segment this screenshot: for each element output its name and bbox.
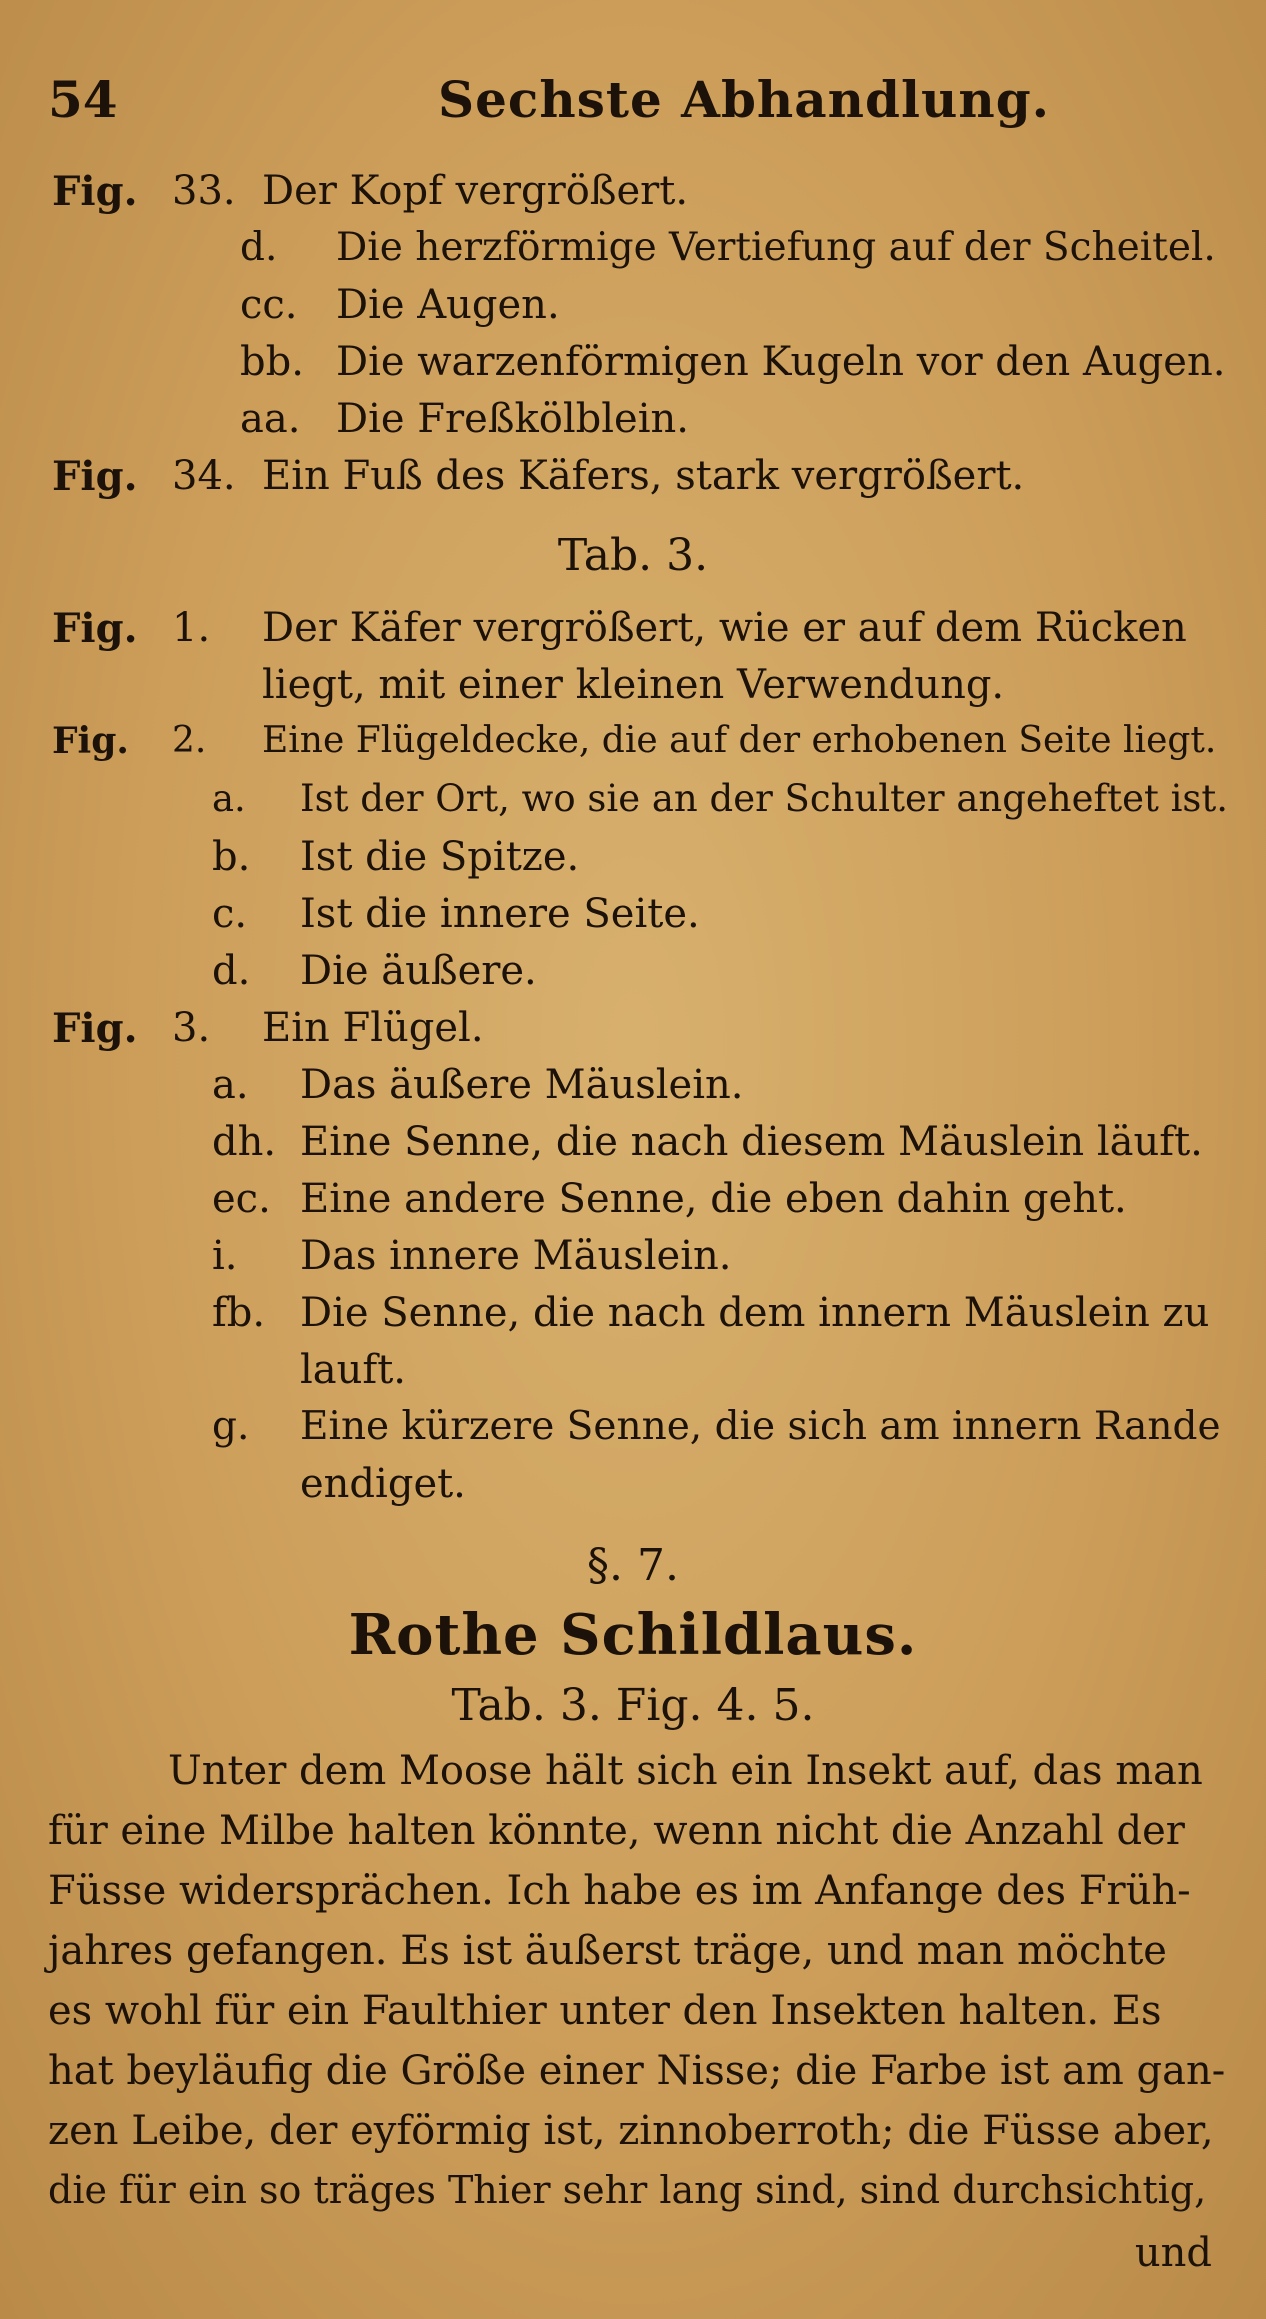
item-label: g. xyxy=(212,1404,250,1449)
fig3-item-fb-cont: lauft. xyxy=(300,1347,406,1393)
paragraph-line-5: es wohl für ein Faulthier unter den Insekten halten. Es xyxy=(48,1988,1162,2034)
item-text: Eine kürzere Senne, die sich am innern Rande xyxy=(300,1404,1221,1449)
item-text: Ist die Spitze. xyxy=(300,834,580,880)
section-title: Rothe Schildlaus. xyxy=(348,1602,918,1668)
item-label: dh. xyxy=(212,1119,277,1165)
item-text: Die warzenförmigen Kugeln vor den Augen. xyxy=(336,339,1226,385)
item-label: cc. xyxy=(240,282,298,328)
tab-heading: Tab. 3. xyxy=(557,530,709,581)
page-header xyxy=(48,70,1218,140)
fig-number: 34. xyxy=(172,453,236,499)
entry-fig-1-cont: liegt, mit einer kleinen Verwendung. xyxy=(262,662,1005,708)
item-label: b. xyxy=(212,834,251,880)
entry-text: Der Kopf vergrößert. xyxy=(262,168,689,214)
item-text: Die Freßkölblein. xyxy=(336,396,689,442)
paragraph-line-4: jahres gefangen. Es ist äußerst träge, und man möchte xyxy=(48,1928,1167,1974)
item-text: Ist der Ort, wo sie an der Schulter angeheftet ist. xyxy=(300,777,1229,820)
item-label: d. xyxy=(240,225,278,270)
item-text: Eine andere Senne, die eben dahin geht. xyxy=(300,1176,1127,1222)
fig-label: Fig. xyxy=(52,605,138,652)
item-label: bb. xyxy=(240,339,304,385)
fig-number: 33. xyxy=(172,168,236,214)
paragraph-line-7: zen Leibe, der eyförmig ist, zinnoberroth; die Füsse aber, xyxy=(48,2108,1214,2154)
page-number: 54 xyxy=(48,70,118,129)
item-label: ec. xyxy=(212,1176,271,1222)
paragraph-line-2: für eine Milbe halten könnte, wenn nicht die Anzahl der xyxy=(48,1808,1185,1854)
section-reference: Tab. 3. Fig. 4. 5. xyxy=(451,1680,815,1731)
fig-number: 3. xyxy=(172,1005,211,1051)
paragraph-line-1: Unter dem Moose hält sich ein Insekt auf, das man xyxy=(168,1748,1203,1794)
fig3-item-g-cont: endiget. xyxy=(300,1461,466,1507)
item-text: Das äußere Mäuslein. xyxy=(300,1062,744,1108)
paragraph-line-8: die für ein so träges Thier sehr lang sind, sind durchsichtig, xyxy=(48,2168,1207,2212)
item-text: Die Senne, die nach dem innern Mäuslein zu xyxy=(300,1290,1210,1336)
item-label: aa. xyxy=(240,396,301,442)
item-text: Die herzförmige Vertiefung auf der Scheitel. xyxy=(336,225,1216,270)
fig-label: Fig. xyxy=(52,720,129,762)
item-label: d. xyxy=(212,948,251,994)
fig-label: Fig. xyxy=(52,1005,138,1052)
item-label: i. xyxy=(212,1233,238,1279)
item-label: a. xyxy=(212,1062,249,1108)
paragraph-line-3: Füsse widersprächen. Ich habe es im Anfange des Früh- xyxy=(48,1868,1191,1914)
fig-label: Fig. xyxy=(52,168,138,215)
item-text: Ist die innere Seite. xyxy=(300,891,700,937)
item-text: Eine Senne, die nach diesem Mäuslein läuft. xyxy=(300,1119,1203,1165)
paragraph-line-6: hat beyläufig die Größe einer Nisse; die Farbe ist am gan- xyxy=(48,2048,1226,2094)
item-text: Das innere Mäuslein. xyxy=(300,1233,732,1279)
fig-label: Fig. xyxy=(52,453,138,500)
entry-text: Ein Flügel. xyxy=(262,1005,484,1051)
entry-text: Eine Flügeldecke, die auf der erhobenen Seite liegt. xyxy=(262,720,1217,761)
running-title: Sechste Abhandlung. xyxy=(438,70,1051,129)
item-label: c. xyxy=(212,891,248,937)
catchword: und xyxy=(1134,2230,1212,2276)
item-label: a. xyxy=(212,777,246,820)
section-number: §. 7. xyxy=(587,1540,679,1591)
item-text: Die äußere. xyxy=(300,948,537,994)
fig-number: 1. xyxy=(172,605,211,651)
item-text: Die Augen. xyxy=(336,282,560,328)
item-label: fb. xyxy=(212,1290,266,1336)
fig-number: 2. xyxy=(172,720,207,761)
entry-text-line1: Der Käfer vergrößert, wie er auf dem Rücken xyxy=(262,605,1187,651)
entry-text: Ein Fuß des Käfers, stark vergrößert. xyxy=(262,453,1025,499)
